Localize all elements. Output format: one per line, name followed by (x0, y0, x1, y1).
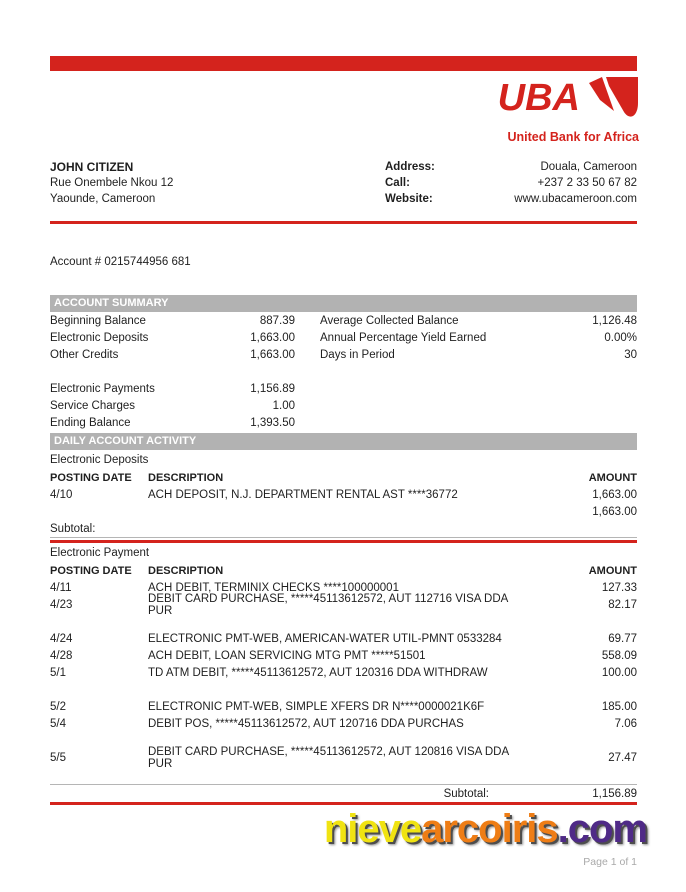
header-divider-line (50, 221, 637, 224)
call-label: Call: (385, 177, 410, 189)
subtotal-label: Subtotal: (50, 523, 96, 535)
table-row (50, 715, 637, 732)
thin-divider-line (50, 537, 637, 538)
posting-date-cell: 5/5 (50, 751, 66, 764)
deposits-total-amount: 1,663.00 (592, 505, 637, 518)
summary-row (50, 329, 637, 346)
bank-website-value: www.ubacameroon.com (514, 193, 637, 205)
page-number-label: Page 1 of 1 (583, 856, 637, 868)
summary-value: 1,393.50 (250, 416, 295, 429)
payments-header-row (50, 562, 637, 579)
website-label: Website: (385, 193, 433, 205)
table-row (50, 630, 637, 647)
red-divider-line (50, 540, 637, 543)
summary-label: Electronic Payments (50, 382, 155, 395)
summary-row (50, 414, 637, 431)
deposits-header-row (50, 469, 637, 486)
description-cell: ELECTRONIC PMT-WEB, AMERICAN-WATER UTIL-PMNT 0533284 (148, 632, 502, 645)
summary-value: 887.39 (259, 314, 295, 327)
summary-row (50, 380, 637, 397)
table-row (50, 486, 637, 503)
amount-header: AMOUNT (588, 471, 637, 484)
description-cell: ELECTRONIC PMT-WEB, SIMPLE XFERS DR N****0000021K6F (148, 700, 485, 713)
address-label: Address: (385, 161, 435, 173)
posting-date-cell: 4/11 (50, 581, 72, 594)
description-cell: ACH DEBIT, LOAN SERVICING MTG PMT *****51501 (148, 649, 426, 662)
description-cell: DEBIT POS, *****45113612572, AUT 120716 DDA PURCHAS (148, 717, 464, 730)
summary-value: 1,156.89 (250, 382, 295, 395)
amount-cell: 100.00 (601, 666, 637, 679)
posting-date-header: POSTING DATE (50, 471, 132, 484)
deposits-subtotal-row (50, 520, 637, 537)
bank-address-value: Douala, Cameroon (540, 161, 637, 173)
amount-cell: 27.47 (608, 751, 637, 764)
payments-subtotal-row (50, 785, 637, 802)
customer-block (50, 159, 173, 207)
contact-values (514, 159, 637, 207)
summary-value: 1,663.00 (250, 348, 295, 361)
amount-cell: 1,663.00 (592, 488, 637, 501)
daily-activity-tables (50, 452, 637, 805)
posting-date-header: POSTING DATE (50, 564, 132, 577)
summary-label: Service Charges (50, 399, 136, 412)
description-header: DESCRIPTION (148, 471, 224, 484)
account-number-line: Account # 0215744956 681 (50, 256, 191, 268)
summary-row (50, 312, 637, 329)
watermark-part1: nieve (323, 807, 422, 851)
description-cell: ACH DEPOSIT, N.J. DEPARTMENT RENTAL AST ****36772 (148, 488, 458, 501)
daily-activity-header: DAILY ACCOUNT ACTIVITY (50, 433, 637, 450)
summary-row (50, 346, 637, 363)
description-header: DESCRIPTION (148, 564, 224, 577)
customer-address-line1: Rue Onembele Nkou 12 (50, 177, 174, 189)
description-cell: DEBIT CARD PURCHASE, *****45113612572, AUT 112716 VISA DDA PUR (148, 592, 508, 617)
amount-cell: 558.09 (601, 649, 637, 662)
account-summary-header: ACCOUNT SUMMARY (50, 295, 637, 312)
top-red-bar (50, 56, 637, 71)
table-row (50, 664, 637, 681)
summary-value: 0.00% (604, 331, 637, 344)
amount-cell: 69.77 (608, 632, 637, 645)
customer-name: JOHN CITIZEN (50, 160, 134, 174)
description-cell: TD ATM DEBIT, *****45113612572, AUT 120316 DDA WITHDRAW (148, 666, 488, 679)
summary-label: Annual Percentage Yield Earned (320, 331, 487, 344)
deposits-total-row (50, 503, 637, 520)
summary-value: 1.00 (272, 399, 295, 412)
contact-labels (385, 159, 435, 207)
subtotal-label: Subtotal: (443, 787, 489, 800)
amount-cell: 82.17 (608, 598, 637, 611)
table-row (50, 647, 637, 664)
watermark-part2: arcoiris (421, 807, 558, 851)
uba-logo-icon (587, 76, 639, 129)
amount-header: AMOUNT (588, 564, 637, 577)
summary-label: Electronic Deposits (50, 331, 149, 344)
posting-date-cell: 4/23 (50, 598, 73, 611)
posting-date-cell: 5/1 (50, 666, 66, 679)
amount-cell: 185.00 (601, 700, 637, 713)
amount-cell: 7.06 (614, 717, 637, 730)
summary-label: Ending Balance (50, 416, 131, 429)
brand-tagline: United Bank for Africa (507, 130, 639, 144)
deposits-section-label: Electronic Deposits (50, 454, 149, 466)
description-cell: ACH DEBIT, TERMINIX CHECKS ****100000001 (148, 581, 399, 594)
summary-value: 1,663.00 (250, 331, 295, 344)
description-cell: DEBIT CARD PURCHASE, *****45113612572, AUT 120816 VISA DDA PUR (148, 745, 509, 770)
summary-label: Beginning Balance (50, 314, 146, 327)
summary-value: 1,126.48 (592, 314, 637, 327)
posting-date-cell: 4/10 (50, 488, 73, 501)
summary-label: Other Credits (50, 348, 119, 361)
table-row (50, 745, 637, 770)
summary-label: Average Collected Balance (320, 314, 459, 327)
summary-value: 30 (624, 348, 637, 361)
table-spacer (50, 681, 637, 698)
red-divider-line (50, 802, 637, 805)
summary-label: Days in Period (320, 348, 395, 361)
posting-date-cell: 5/4 (50, 717, 66, 730)
posting-date-cell: 5/2 (50, 700, 66, 713)
uba-logo-text: UBA (497, 77, 580, 119)
watermark-part3: .com (557, 807, 647, 851)
summary-row (50, 397, 637, 414)
account-summary-table (50, 312, 637, 431)
customer-address-line2: Yaounde, Cameroon (50, 193, 156, 205)
amount-cell: 127.33 (601, 581, 637, 594)
posting-date-cell: 4/28 (50, 649, 73, 662)
summary-spacer (50, 363, 637, 380)
table-row (50, 592, 637, 617)
uba-logo (498, 76, 639, 144)
bank-phone-value: +237 2 33 50 67 82 (537, 177, 637, 189)
payments-section-label: Electronic Payment (50, 547, 150, 559)
posting-date-cell: 4/24 (50, 632, 73, 645)
watermark-text (50, 808, 647, 850)
subtotal-amount: 1,156.89 (592, 787, 637, 800)
table-row (50, 698, 637, 715)
